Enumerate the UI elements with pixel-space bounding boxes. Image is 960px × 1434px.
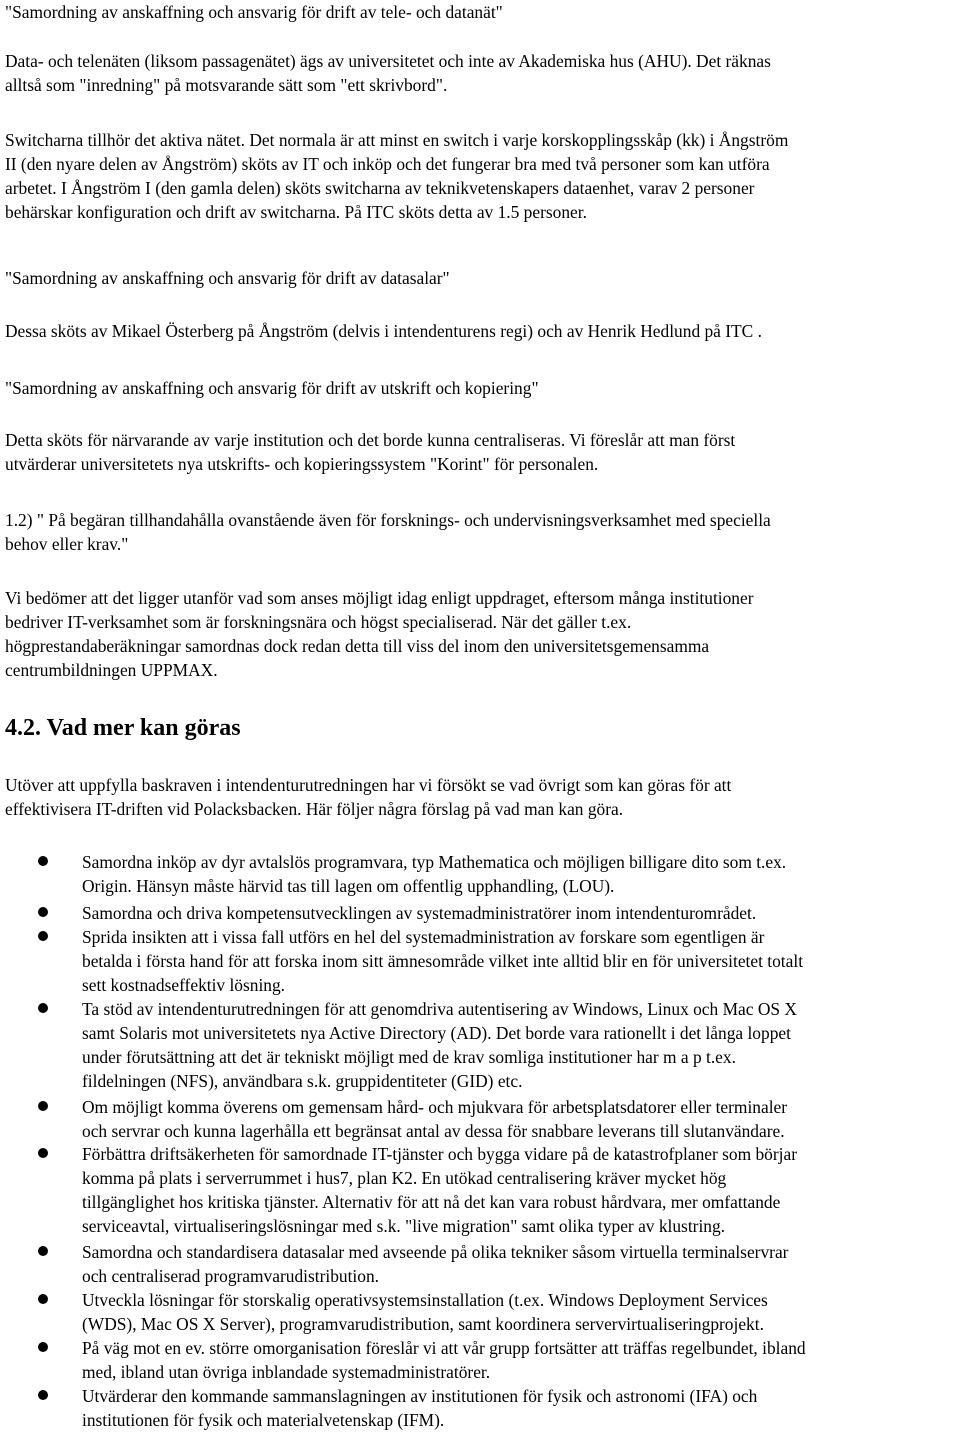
text-line: sett kostnadseffektiv lösning. bbox=[82, 975, 286, 995]
paragraph-utskrift bbox=[5, 428, 955, 476]
text-line: 1.2) " På begäran tillhandahålla ovanstående även för forsknings- och undervisningsverksamhet med speciella bbox=[5, 510, 771, 530]
list-item bbox=[82, 1240, 957, 1288]
paragraph-datasalar: Dessa sköts av Mikael Österberg på Ångström (delvis i intendenturens regi) och av Henrik Hedlund på ITC . bbox=[5, 321, 762, 341]
list-item bbox=[82, 997, 957, 1093]
heading-telenet: "Samordning av anskaffning och ansvarig för drift av tele- och datanät" bbox=[5, 2, 503, 22]
paragraph-intro bbox=[5, 773, 955, 821]
list-item bbox=[82, 1142, 957, 1238]
section-heading: 4.2. Vad mer kan göras bbox=[5, 715, 241, 741]
text-line: alltså som "inredning" på motsvarande sätt som "ett skrivbord". bbox=[5, 75, 448, 95]
bullet-icon bbox=[38, 1294, 48, 1304]
text-line: betalda i första hand för att forska inom sitt ämnesområde vilket inte alltid blir en för universitetet totalt bbox=[82, 951, 804, 971]
text-line: bedriver IT-verksamhet som är forskningsnära och högst specialiserad. När det gäller t.ex. bbox=[5, 612, 632, 632]
text-line: På väg mot en ev. större omorganisation föreslår vi att vår grupp fortsätter att träffas regelbundet, ibland bbox=[82, 1338, 806, 1358]
bullet-icon bbox=[38, 1148, 48, 1158]
list-item bbox=[82, 1288, 957, 1336]
bullet-icon bbox=[38, 1390, 48, 1400]
text-line: Utvärderar den kommande sammanslagningen av institutionen för fysik och astronomi (IFA) och bbox=[82, 1386, 758, 1406]
text-line: Switcharna tillhör det aktiva nätet. Det normala är att minst en switch i varje korskopplingsskåp (kk) i Ångström bbox=[5, 130, 789, 150]
text-line: institutionen för fysik och materialvetenskap (IFM). bbox=[82, 1410, 445, 1430]
text-line: samt Solaris mot universitetets nya Active Directory (AD). Det borde vara rationellt i det långa loppet bbox=[82, 1023, 791, 1043]
text-line: Samordna och driva kompetensutvecklingen av systemadministratörer inom intendenturområdet. bbox=[82, 903, 757, 923]
text-line: effektivisera IT-driften vid Polacksbacken. Här följer några förslag på vad man kan göra. bbox=[5, 799, 624, 819]
list-item bbox=[82, 850, 957, 898]
bullet-icon bbox=[38, 1101, 48, 1111]
text-line: tillgänglighet hos kritiska tjänster. Alternativ för att nå det kan vara robust hårdvara, mer omfattande bbox=[82, 1192, 781, 1212]
text-line: Vi bedömer att det ligger utanför vad som anses möjligt idag enligt uppdraget, eftersom många institutioner bbox=[5, 588, 754, 608]
bullet-icon bbox=[38, 856, 48, 866]
text-line: behärskar konfiguration och drift av switcharna. På ITC sköts detta av 1.5 personer. bbox=[5, 202, 587, 222]
text-line: arbetet. I Ångström I (den gamla delen) sköts switcharna av teknikvetenskapers dataenhet, varav 2 personer bbox=[5, 178, 755, 198]
bullet-icon bbox=[38, 1246, 48, 1256]
text-line: Samordna och standardisera datasalar med avseende på olika tekniker såsom virtuella terminalservrar bbox=[82, 1242, 789, 1262]
text-line: fildelningen (NFS), användbara s.k. gruppidentiteter (GID) etc. bbox=[82, 1071, 523, 1091]
paragraph-item-1-2 bbox=[5, 508, 955, 556]
text-line: behov eller krav." bbox=[5, 534, 129, 554]
text-line: och centraliserad programvarudistribution. bbox=[82, 1266, 379, 1286]
text-line: (WDS), Mac OS X Server), programvarudistribution, samt koordinera servervirtualiseringprojekt. bbox=[82, 1314, 764, 1334]
bullet-icon bbox=[38, 1342, 48, 1352]
text-line: Sprida insikten att i vissa fall utförs en hel del systemadministration av forskare som egentligen är bbox=[82, 927, 765, 947]
text-line: Detta sköts för närvarande av varje institution och det borde kunna centraliseras. Vi föreslår att man först bbox=[5, 430, 736, 450]
text-line: Origin. Hänsyn måste härvid tas till lagen om offentlig upphandling, (LOU). bbox=[82, 876, 615, 896]
text-line: och servrar och kunna lagerhålla ett begränsat antal av dessa för snabbare leverans till slutanvändare. bbox=[82, 1121, 785, 1141]
text-line: Om möjligt komma överens om gemensam hård- och mjukvara för arbetsplatsdatorer eller terminaler bbox=[82, 1097, 788, 1117]
bullet-icon bbox=[38, 931, 48, 941]
text-line: Förbättra driftsäkerheten för samordnade IT-tjänster och bygga vidare på de katastrofplaner som börjar bbox=[82, 1144, 798, 1164]
heading-utskrift: "Samordning av anskaffning och ansvarig för drift av utskrift och kopiering" bbox=[5, 378, 539, 398]
paragraph-switches bbox=[5, 128, 955, 224]
text-line: utvärderar universitetets nya utskrifts- och kopieringssystem "Korint" för personalen. bbox=[5, 454, 599, 474]
text-line: Data- och telenäten (liksom passagenätet) ägs av universitetet och inte av Akademiska hus (AHU). Det räknas bbox=[5, 51, 771, 71]
text-line: Utveckla lösningar för storskalig operativsystemsinstallation (t.ex. Windows Deployment Services bbox=[82, 1290, 768, 1310]
list-item bbox=[82, 1336, 957, 1384]
text-line: Ta stöd av intendenturutredningen för att genomdriva autentisering av Windows, Linux och Mac OS X bbox=[82, 999, 797, 1019]
text-line: med, ibland utan övriga inblandade systemadministratörer. bbox=[82, 1362, 491, 1382]
bullet-icon bbox=[38, 907, 48, 917]
paragraph-telenet-owned bbox=[5, 49, 955, 97]
list-item bbox=[82, 925, 957, 997]
heading-datasalar: "Samordning av anskaffning och ansvarig för drift av datasalar" bbox=[5, 268, 450, 288]
list-item bbox=[82, 1384, 957, 1432]
text-line: Samordna inköp av dyr avtalslös programvara, typ Mathematica och möjligen billigare dito som t.ex. bbox=[82, 852, 787, 872]
text-line: serviceavtal, virtualiseringslösningar med s.k. "live migration" samt olika typer av klustring. bbox=[82, 1216, 726, 1236]
text-line: II (den nyare delen av Ångström) sköts av IT och inköp och det fungerar bra med två personer som kan utföra bbox=[5, 154, 770, 174]
text-line: komma på plats i serverrummet i hus7, plan K2. En utökad centralisering kräver mycket hög bbox=[82, 1168, 727, 1188]
text-line: under förutsättning att det är tekniskt möjligt med de krav somliga institutioner har m a p t.ex. bbox=[82, 1047, 736, 1067]
list-item bbox=[82, 901, 957, 925]
text-line: centrumbildningen UPPMAX. bbox=[5, 660, 218, 680]
text-line: högprestandaberäkningar samordnas dock redan detta till viss del inom den universitetsgemensamma bbox=[5, 636, 710, 656]
bullet-icon bbox=[38, 1003, 48, 1013]
paragraph-bedomer bbox=[5, 586, 955, 682]
text-line: Utöver att uppfylla baskraven i intendenturutredningen har vi försökt se vad övrigt som kan göras för att bbox=[5, 775, 732, 795]
list-item bbox=[82, 1095, 957, 1143]
